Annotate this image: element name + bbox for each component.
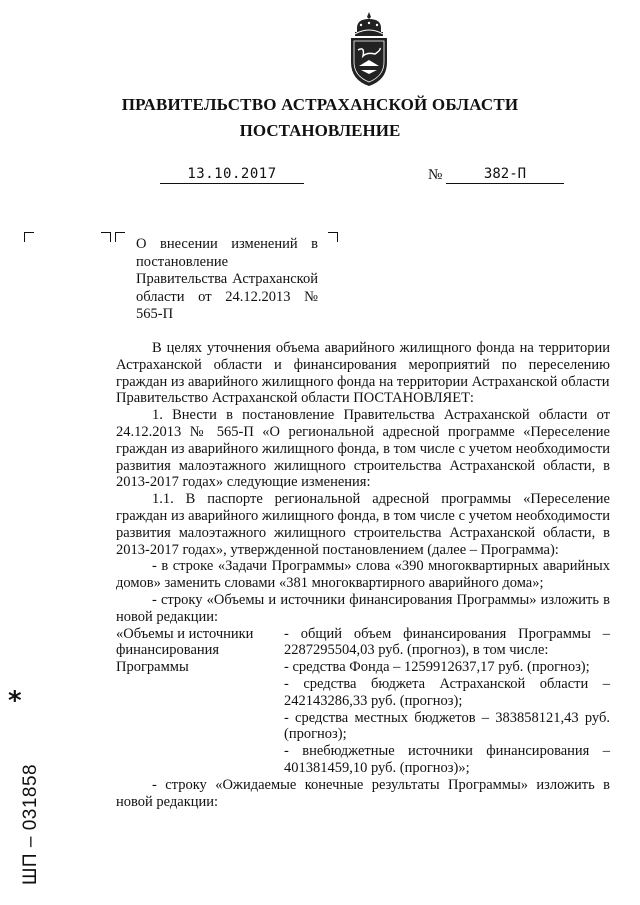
serial-number: ШП – 031858: [20, 763, 41, 885]
paragraph-finance-change: - строку «Объемы и источники финансирования Программы» изложить в новой редакции:: [116, 591, 610, 625]
serial-asterisk: *: [8, 686, 22, 716]
subject-block: О внесении изменений в постановление Правительства Астраханской области от 24.12.2013 № 565-П: [136, 236, 318, 322]
paragraph-resolve: Правительство Астраханской области ПОСТАНОВЛЯЕТ:: [116, 390, 474, 407]
document-date: 13.10.2017: [160, 166, 304, 184]
coat-of-arms-icon: [345, 10, 393, 88]
finance-item-local: - средства местных бюджетов – 383858121,43 руб. (прогноз);: [284, 709, 610, 743]
serial-number-block: [6, 686, 41, 890]
paragraph-tasks-change: - в строке «Задачи Программы» слова «390 многоквартирных аварийных домов» заменить словами «381 многоквартирного аварийного дома»;: [116, 558, 610, 592]
finance-item-total: - общий объем финансирования Программы – 2287295504,03 руб. (прогноз), в том числе:: [284, 625, 610, 659]
paragraph-results-change: - строку «Ожидаемые конечные результаты Программы» изложить в новой редакции:: [116, 776, 610, 810]
corner-mark-right: [328, 232, 338, 242]
number-sign: №: [428, 167, 443, 183]
finance-item-regional: - средства бюджета Астраханской области – 242143286,33 руб. (прогноз);: [284, 675, 610, 709]
finance-item-extrabudget: - внебюджетные источники финансирования – 401381459,10 руб. (прогноз)»;: [284, 743, 610, 776]
paragraph-preamble: В целях уточнения объема аварийного жилищного фонда на территории Астраханской области и финансирования мероприятий по переселению граждан из аварийного жилищного фонда на территории Астраханской области: [116, 340, 610, 390]
corner-mark-left: [24, 232, 34, 242]
corner-mark-inner-left: [115, 232, 125, 242]
document-type: ПОСТАНОВЛЕНИЕ: [239, 121, 401, 140]
document-number: 382-П: [446, 166, 564, 184]
government-title: ПРАВИТЕЛЬСТВО АСТРАХАНСКОЙ ОБЛАСТИ: [121, 95, 519, 114]
finance-table-label: «Объемы и источники финансирования Программы: [116, 625, 254, 676]
finance-table: [116, 626, 610, 777]
finance-item-fund: - средства Фонда – 1259912637,17 руб. (прогноз);: [284, 659, 590, 676]
corner-mark-inner-right: [101, 232, 111, 242]
paragraph-item-1: 1. Внести в постановление Правительства Астраханской области от 24.12.2013 № 565-П «О региональной адресной программе «Переселение граждан из аварийного жилищного фонда, в том числе с учетом необходимости развития малоэтажного жилищного строительства Астраханской области, в 2013-2017 годах» следующие изменения:: [116, 407, 610, 491]
document-body: [116, 340, 610, 810]
paragraph-item-1-1: 1.1. В паспорте региональной адресной программы «Переселение граждан из аварийного жилищного фонда, в том числе с учетом необходимости развития малоэтажного жилищного строительства Астраханской области, в 2013-2017 годах», утвержденной постановлением (далее – Программа):: [116, 491, 610, 558]
finance-table-values: [284, 626, 610, 777]
